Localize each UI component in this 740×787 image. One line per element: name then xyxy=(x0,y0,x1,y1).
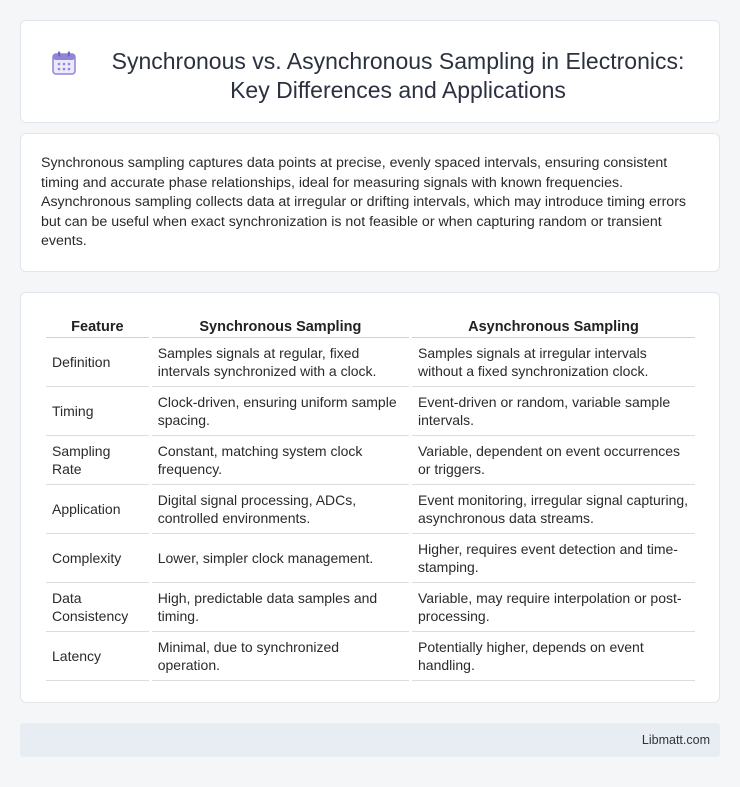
row-sync: Constant, matching system clock frequency. xyxy=(152,436,409,485)
summary-paragraph: Synchronous sampling captures data points at precise, evenly spaced intervals, ensuring consistent timing and accurate phase relationships, ideal for measuring signals with known frequencies. Asynchronous sampling collects data at irregular or drifting intervals, which may introduce timing errors but can be useful when exact synchronization is not feasible or when capturing random or transient events. xyxy=(41,155,687,250)
row-sync: Clock-driven, ensuring uniform sample spacing. xyxy=(152,387,409,436)
page-title: Synchronous vs. Asynchronous Sampling in Electronics: Key Differences and Applications xyxy=(111,48,685,103)
summary-card xyxy=(20,133,720,272)
row-sync: High, predictable data samples and timing. xyxy=(152,583,409,632)
table-row xyxy=(46,583,695,632)
comparison-table xyxy=(43,315,698,681)
footer-bar xyxy=(20,723,720,757)
row-sync: Samples signals at regular, fixed intervals synchronized with a clock. xyxy=(152,338,409,387)
row-async: Event-driven or random, variable sample intervals. xyxy=(412,387,695,436)
title-wrap xyxy=(51,47,699,105)
row-feature: Data Consistency xyxy=(46,583,149,632)
header-feature: Feature xyxy=(46,315,149,338)
row-sync: Lower, simpler clock management. xyxy=(152,534,409,583)
table-row xyxy=(46,436,695,485)
footer-site-link[interactable]: Libmatt.com xyxy=(641,733,710,747)
row-async: Potentially higher, depends on event handling. xyxy=(412,632,695,681)
table-header-row xyxy=(46,315,695,338)
table-row xyxy=(46,485,695,534)
table-row xyxy=(46,387,695,436)
table-row xyxy=(46,534,695,583)
title-card xyxy=(20,20,720,123)
calendar-icon xyxy=(51,50,77,76)
row-feature: Application xyxy=(46,485,149,534)
row-feature: Complexity xyxy=(46,534,149,583)
row-async: Samples signals at irregular intervals without a fixed synchronization clock. xyxy=(412,338,695,387)
row-async: Variable, dependent on event occurrences or triggers. xyxy=(412,436,695,485)
row-feature: Definition xyxy=(46,338,149,387)
comparison-table-card xyxy=(20,292,720,703)
row-async: Higher, requires event detection and time-stamping. xyxy=(412,534,695,583)
row-sync: Digital signal processing, ADCs, controlled environments. xyxy=(152,485,409,534)
row-feature: Timing xyxy=(46,387,149,436)
header-synchronous: Synchronous Sampling xyxy=(152,315,409,338)
row-async: Event monitoring, irregular signal capturing, asynchronous data streams. xyxy=(412,485,695,534)
table-row xyxy=(46,632,695,681)
row-sync: Minimal, due to synchronized operation. xyxy=(152,632,409,681)
row-feature: Sampling Rate xyxy=(46,436,149,485)
row-async: Variable, may require interpolation or post-processing. xyxy=(412,583,695,632)
row-feature: Latency xyxy=(46,632,149,681)
header-asynchronous: Asynchronous Sampling xyxy=(412,315,695,338)
table-row xyxy=(46,338,695,387)
